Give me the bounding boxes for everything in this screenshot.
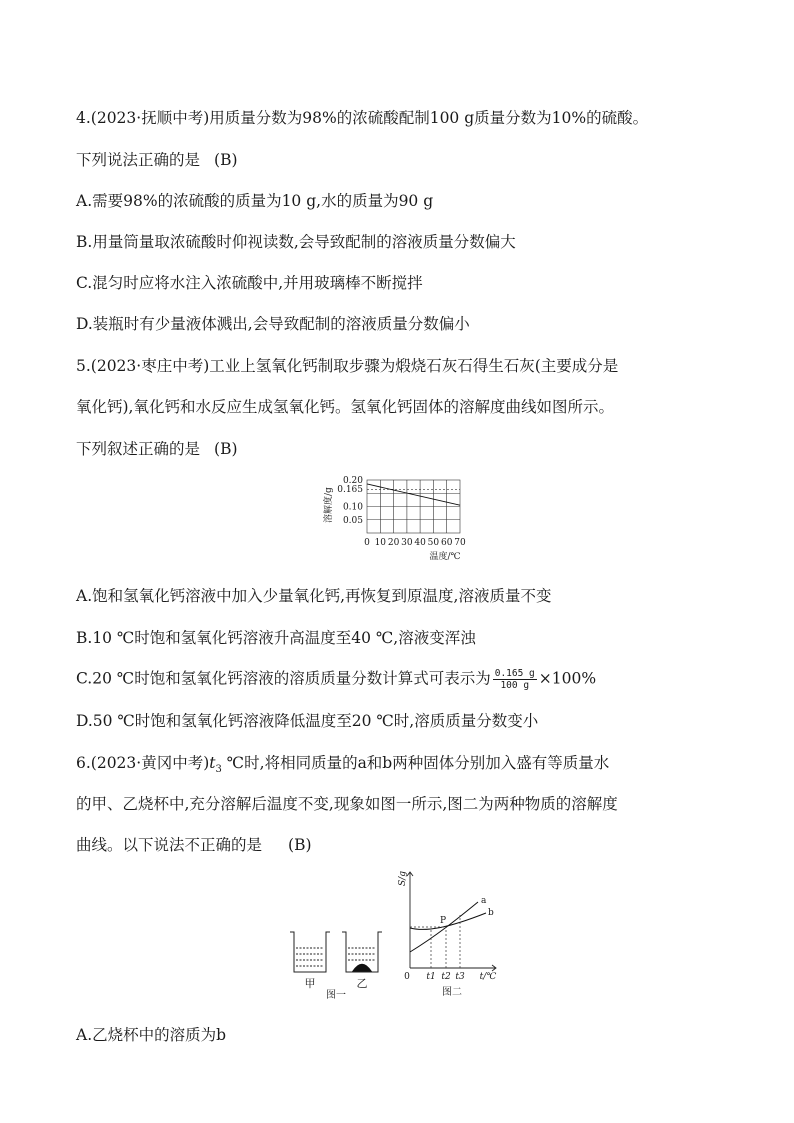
beaker-yi-label: 乙 [356, 977, 368, 990]
q5-option-a: A.饱和氢氧化钙溶液中加入少量氧化钙,再恢复到原温度,溶液质量不变 [76, 587, 552, 605]
axes [407, 872, 496, 971]
q5-solubility-curve [367, 484, 460, 505]
t3-label: t3 [455, 972, 465, 982]
q4-stem-line1: 4.(2023·抚顺中考)用质量分数为98%的浓硫酸配制100 g质量分数为10%的硫酸。 [76, 109, 649, 127]
q4-option-c: C.混匀时应将水注入浓硫酸中,并用玻璃棒不断搅拌 [76, 274, 423, 292]
y-axis-label: S/g [398, 871, 408, 886]
q5-option-c-fraction: $\frac{0.165 g}{100 g}$ [494, 668, 535, 691]
q4-answer: (B) [214, 151, 238, 169]
q4-option-a: A.需要98%的浓硫酸的质量为10 g,水的质量为90 g [76, 192, 434, 210]
q5-xtick-40: 40 [414, 538, 426, 548]
q6-stem-line3: 曲线。以下说法不正确的是 (B) [76, 836, 312, 854]
q6-stem-line1: 6.(2023·黄冈中考)$t_3$ ℃时,将相同质量的a和b两种固体分别加入盛有等质量水 [76, 754, 610, 776]
q4-option-d: D.装瓶时有少量液体溅出,会导致配制的溶液质量分数偏小 [76, 315, 470, 333]
curve-b-label: b [488, 908, 494, 918]
q5-xtick-70: 70 [454, 538, 466, 548]
q5-option-b: B.10 ℃时饱和氢氧化钙溶液升高温度至40 ℃,溶液变浑浊 [76, 629, 476, 647]
q5-stem-line2: 氧化钙),氧化钙和水反应生成氢氧化钙。氢氧化钙固体的溶解度曲线如图所示。 [76, 398, 614, 416]
q4-option-b: B.用量筒量取浓硫酸时仰视读数,会导致配制的溶液质量分数偏大 [76, 233, 516, 251]
origin-label: 0 [404, 972, 410, 982]
q5-solubility-chart [318, 472, 478, 567]
q5-y-axis-label: 溶解度/g [324, 487, 334, 523]
q5-ytick-0.10: 0.10 [342, 502, 363, 513]
intersection-point-p: P [440, 916, 447, 926]
q5-stem-line3: 下列叙述正确的是 (B) [76, 440, 238, 458]
t2-label: t2 [441, 972, 451, 982]
q5-xtick-30: 30 [401, 538, 413, 548]
q5-x-axis-label: 温度/℃ [429, 552, 461, 562]
q5-xtick-0: 0 [364, 538, 370, 548]
q5-ytick-0.20: 0.20 [342, 476, 363, 486]
q5-chart-grid [367, 480, 460, 533]
x-axis-label: t/℃ [479, 972, 497, 982]
beaker-jia-label: 甲 [304, 977, 316, 990]
q6-figure-1-beakers [284, 928, 394, 1000]
q6-answer: (B) [288, 836, 312, 854]
t1-label: t1 [426, 972, 436, 982]
q5-option-d: D.50 ℃时饱和氢氧化钙溶液降低温度至20 ℃时,溶质质量分数变小 [76, 712, 539, 730]
q6-stem-line2: 的甲、乙烧杯中,充分溶解后温度不变,现象如图一所示,图二为两种物质的溶解度 [76, 795, 618, 813]
beaker-jia [290, 932, 330, 972]
q5-option-c: C.20 ℃时饱和氢氧化钙溶液的溶质质量分数计算式可表示为 $\frac{0.165 g}{100 g}$ ×100% [76, 668, 597, 691]
q5-stem-line1: 5.(2023·枣庄中考)工业上氢氧化钙制取步骤为煅烧石灰石得生石灰(主要成分是 [76, 357, 619, 375]
figure-1-caption: 图一 [326, 990, 346, 1000]
q6-figure-2-solubility-chart [396, 868, 508, 1002]
q5-xtick-50: 50 [427, 538, 440, 548]
curve-a-label: a [481, 896, 487, 906]
curve-b [410, 913, 486, 929]
figure-2-caption: 图二 [442, 987, 462, 998]
q5-xtick-10: 10 [374, 538, 387, 548]
q5-ytick-0.05: 0.05 [342, 516, 363, 526]
q4-stem-line2: 下列说法正确的是 (B) [76, 151, 238, 169]
q5-answer: (B) [214, 440, 238, 458]
q6-option-a: A.乙烧杯中的溶质为b [76, 1026, 227, 1044]
q5-ytick-0.165: 0.165 [337, 485, 363, 495]
undissolved-solid [352, 964, 372, 972]
drop-lines [410, 915, 460, 968]
q5-xtick-60: 60 [440, 538, 453, 548]
q5-xtick-20: 20 [387, 538, 400, 548]
